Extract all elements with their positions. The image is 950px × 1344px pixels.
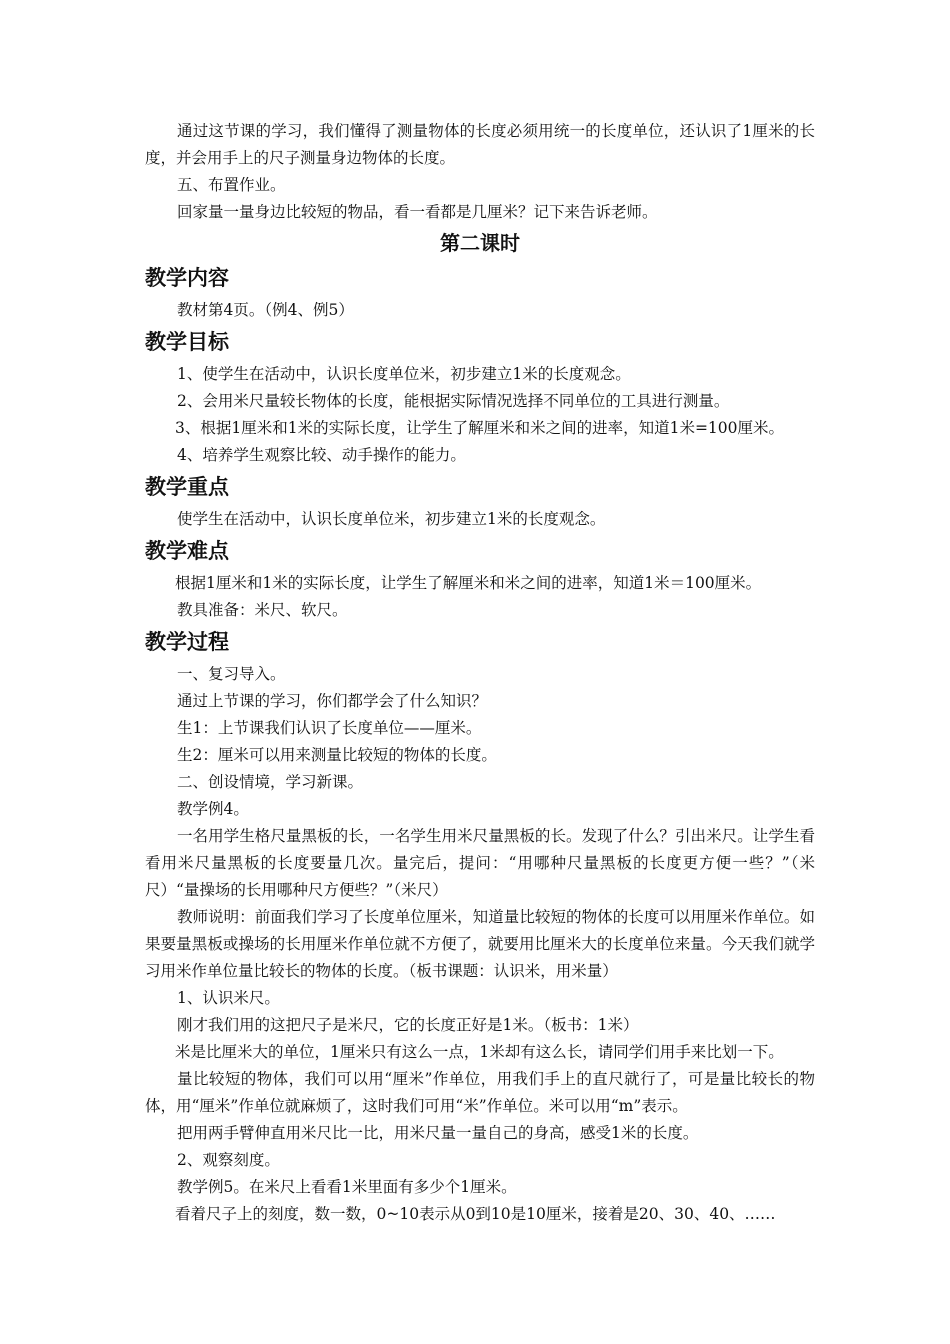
- goal-item-1: 1、使学生在活动中，认识长度单位米，初步建立1米的长度观念。: [177, 365, 631, 383]
- process-paragraph: 一名用学生格尺量黑板的长，一名学生用米尺量黑板的长。发现了什么？引出米尺。让学生看看用米尺量黑板的长度要量几次。量完后，提问：“用哪种尺量黑板的长度更方便一些？”（米尺）“量操场的长用哪种尺方便些？”（米尺）: [145, 827, 815, 899]
- process-paragraph: 教师说明：前面我们学习了长度单位厘米，知道量比较短的物体的长度可以用厘米作单位。如果要量黑板或操场的长用厘米作单位就不方便了，就要用比厘米大的长度单位来量。今天我们就学习用米作单位量比较长的物体的长度。（板书课题：认识米，用米量）: [145, 908, 815, 980]
- process-paragraph: 教学例4。: [177, 800, 249, 818]
- process-paragraph: 生2：厘米可以用来测量比较短的物体的长度。: [177, 746, 497, 764]
- process-paragraph: 一、复习导入。: [177, 665, 286, 683]
- document-page: [145, 118, 815, 1228]
- process-paragraph: 2、观察刻度。: [177, 1151, 280, 1169]
- intro-paragraph-3: 回家量一量身边比较短的物品，看一看都是几厘米？记下来告诉老师。: [177, 203, 658, 221]
- goals-heading: 教学目标: [145, 330, 229, 354]
- content-text: 教材第4页。（例4、例5）: [177, 301, 354, 319]
- process-paragraph: 米是比厘米大的单位，1厘米只有这么一点，1米却有这么长，请同学们用手来比划一下。: [175, 1043, 784, 1061]
- process-paragraph: 二、创设情境，学习新课。: [177, 773, 364, 791]
- process-paragraph: 1、认识米尺。: [177, 989, 280, 1007]
- goal-item-2: 2、会用米尺量较长物体的长度，能根据实际情况选择不同单位的工具进行测量。: [177, 392, 730, 410]
- intro-paragraph-2: 五、布置作业。: [177, 176, 286, 194]
- difficulties-heading: 教学难点: [145, 539, 229, 563]
- process-paragraph: 生1：上节课我们认识了长度单位——厘米。: [177, 719, 482, 737]
- process-paragraph: 教学例5。在米尺上看看1米里面有多少个1厘米。: [177, 1178, 517, 1196]
- process-paragraph: 量比较短的物体，我们可以用“厘米”作单位，用我们手上的直尺就行了，可是量比较长的物体，用“厘米”作单位就麻烦了，这时我们可用“米”作单位。米可以用“m”表示。: [145, 1070, 815, 1115]
- intro-paragraph-1: 通过这节课的学习，我们懂得了测量物体的长度必须用统一的长度单位，还认识了1厘米的长度，并会用手上的尺子测量身边物体的长度。: [145, 122, 815, 167]
- process-paragraph: 看着尺子上的刻度，数一数，0~10表示从0到10是10厘米，接着是20、30、40、……: [175, 1205, 776, 1223]
- key-points-text: 使学生在活动中，认识长度单位米，初步建立1米的长度观念。: [177, 510, 606, 528]
- difficulties-text: 根据1厘米和1米的实际长度，让学生了解厘米和米之间的进率，知道1米＝100厘米。: [175, 574, 762, 592]
- process-paragraph: 把用两手臂伸直用米尺比一比，用米尺量一量自己的身高，感受1米的长度。: [177, 1124, 699, 1142]
- lesson-title: 第二课时: [440, 231, 520, 255]
- process-paragraph: 刚才我们用的这把尺子是米尺，它的长度正好是1米。（板书：1米）: [177, 1016, 639, 1034]
- content-heading: 教学内容: [145, 266, 229, 290]
- goal-item-4: 4、培养学生观察比较、动手操作的能力。: [177, 446, 466, 464]
- goal-item-3: 3、根据1厘米和1米的实际长度，让学生了解厘米和米之间的进率，知道1米=100厘米。: [175, 419, 785, 437]
- key-points-heading: 教学重点: [145, 475, 229, 499]
- process-paragraph: 通过上节课的学习，你们都学会了什么知识？: [177, 692, 488, 710]
- process-heading: 教学过程: [145, 630, 229, 654]
- tools-text: 教具准备：米尺、软尺。: [177, 601, 348, 619]
